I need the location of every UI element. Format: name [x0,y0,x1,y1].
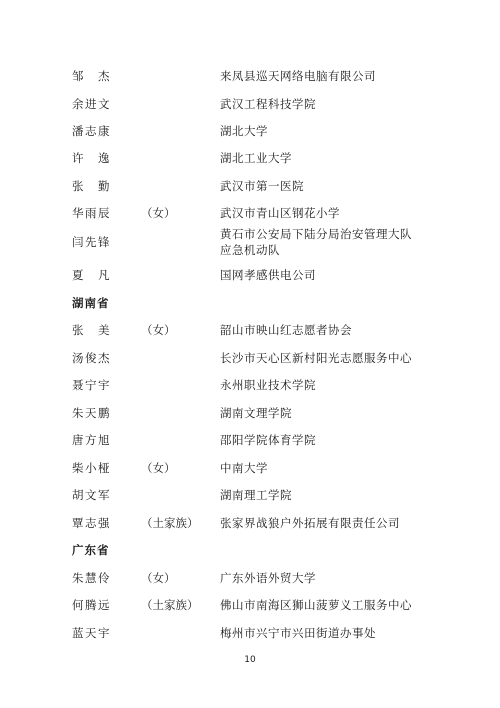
list-item [0,123,500,147]
person-name: 胡文军 [72,488,111,502]
list-item [0,487,500,511]
person-organization: 张家界战狼户外拓展有限责任公司 [220,516,400,530]
person-name: 蓝天宇 [72,626,111,640]
list-item [0,625,500,649]
person-organization: 国网孝感供电公司 [220,268,316,282]
person-name: 唐方旭 [72,433,111,447]
person-organization: 中南大学 [220,461,268,475]
province-heading: 广东省 [72,543,110,557]
person-organization: 武汉市青山区钢花小学 [220,206,340,220]
person-organization: 湖北大学 [220,124,268,138]
person-organization: 来凤县巡天网络电脑有限公司 [220,69,376,83]
list-item [0,570,500,594]
person-organization: 湖南文理学院 [220,406,292,420]
person-name: 潘志康 [72,124,111,138]
person-note: （土家族） [141,516,199,530]
person-name: 夏 凡 [72,268,111,282]
list-item [0,267,500,291]
person-name: 华雨辰 [72,206,111,220]
person-name: 柴小桠 [72,461,111,475]
person-organization: 永州职业技术学院 [220,378,316,392]
page-number: 10 [244,655,256,665]
person-name: 朱慧伶 [72,571,111,585]
list-item [0,377,500,401]
list-item [0,96,500,120]
person-organization: 武汉工程科技学院 [220,97,316,111]
list-item [0,432,500,456]
person-organization: 佛山市南海区狮山菠萝义工服务中心 [220,598,412,612]
person-name: 何腾远 [72,598,111,612]
person-organization: 广东外语外贸大学 [220,571,316,585]
province-heading: 湖南省 [72,296,110,310]
person-organization: 黄石市公安局下陆分局治安管理大队应急机动队 [220,227,412,257]
list-item [0,68,500,92]
person-organization: 梅州市兴宁市兴田街道办事处 [220,626,376,640]
person-note: （土家族） [141,598,199,612]
person-name: 朱天鹏 [72,406,111,420]
person-organization: 邵阳学院体育学院 [220,433,316,447]
person-name: 闫先锋 [72,235,111,249]
list-item [0,460,500,484]
person-name: 余进文 [72,97,111,111]
list-item [0,322,500,346]
person-organization: 湖北工业大学 [220,151,292,165]
list-item [0,597,500,621]
person-name: 覃志强 [72,516,111,530]
person-name: 张 美 [72,323,111,337]
person-organization: 湖南理工学院 [220,488,292,502]
person-note: （女） [141,461,176,475]
person-organization: 长沙市天心区新村阳光志愿服务中心 [220,351,412,365]
person-note: （女） [141,206,176,220]
list-item [0,405,500,429]
list-item [0,178,500,202]
person-name: 张 勤 [72,179,111,193]
person-name: 邹 杰 [72,69,111,83]
list-item [0,226,500,258]
person-organization: 韶山市映山红志愿者协会 [220,323,352,337]
person-name: 汤俊杰 [72,351,111,365]
person-note: （女） [141,323,176,337]
list-item [0,515,500,539]
list-item [0,350,500,374]
person-name: 许 逸 [72,151,111,165]
person-name: 聂宁宇 [72,378,111,392]
person-organization: 武汉市第一医院 [220,179,304,193]
list-item [0,150,500,174]
person-note: （女） [141,571,176,585]
